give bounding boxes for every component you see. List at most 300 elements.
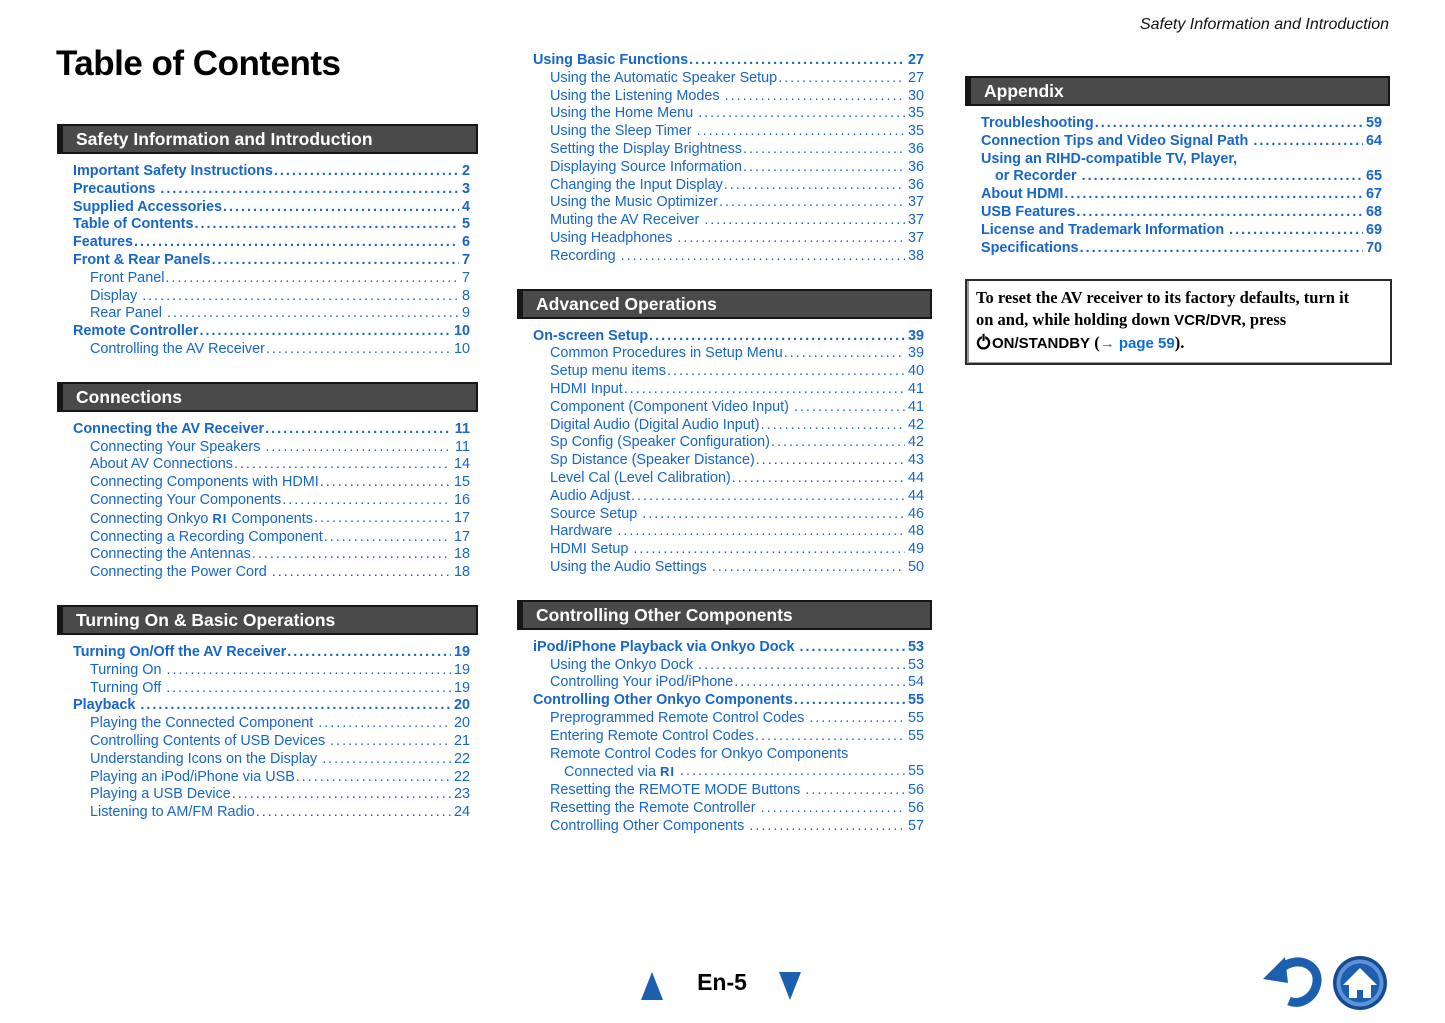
toc-entry-label: Turning On/Off the AV Receiver [73,643,287,660]
toc-entry[interactable] [550,434,924,452]
toc-page-number: 24 [453,804,470,821]
dot-leader [265,439,452,457]
toc-entry[interactable] [550,523,924,541]
dot-leader [677,230,905,248]
toc-entry-label: Front & Rear Panels [73,251,211,268]
toc-entry[interactable] [550,70,924,88]
toc-entry[interactable] [90,492,470,510]
toc-entry-label: Supplied Accessories [73,198,223,215]
dot-leader [272,564,451,582]
toc-page-number: 17 [453,509,470,526]
toc-entry[interactable] [550,194,924,212]
toc-page-number: 10 [453,323,470,340]
toc-page-number: 39 [907,327,924,344]
toc-entry[interactable] [550,800,924,818]
toc-page-number: 19 [453,643,470,660]
toc-entry-label: or Recorder [995,168,1081,185]
toc-page-number: 27 [907,69,924,86]
note-button-name: ON/STANDBY [992,335,1091,352]
dot-leader [621,248,905,266]
dot-leader [809,710,905,728]
toc-entry[interactable] [550,746,924,764]
toc-entry-label: Controlling Your iPod/iPhone [550,674,734,691]
toc-entry-list [517,52,932,266]
toc-entry[interactable] [550,541,924,559]
toc-entry[interactable] [550,470,924,488]
toc-page-number: 39 [907,345,924,362]
ri-logo: RI [212,510,228,526]
toc-entry[interactable] [564,763,924,782]
toc-entry[interactable] [550,177,924,195]
note-text: To reset the AV receiver to its factory defaults, turn it [976,288,1350,307]
toc-entry-label: Common Procedures in Setup Menu [550,345,783,362]
toc-entry[interactable] [550,363,924,381]
toc-entry[interactable] [90,474,470,492]
toc-page-number: 65 [1365,168,1382,185]
dot-leader [234,456,451,474]
toc-page-number: 38 [907,247,924,264]
toc-entry-label: USB Features [981,203,1076,220]
dot-leader [724,177,905,195]
dot-leader [330,733,451,751]
toc-entry-label: Playback [73,697,140,714]
toc-entry[interactable] [533,52,924,70]
reset-note [965,279,1392,365]
dot-leader [778,70,905,88]
dot-leader [689,52,905,70]
toc-entry-list [57,163,478,359]
toc-entry-label: Recording [550,247,620,264]
toc-page-number: 35 [907,123,924,140]
back-arrow-icon[interactable] [1262,952,1324,1015]
note-text: ). [1174,333,1185,352]
dot-leader [142,288,459,306]
toc-entry-label: Playing an iPod/iPhone via USB [90,768,295,785]
toc-entry-label: Using the Onkyo Dock [550,656,698,673]
toc-entry-label: Connected via RI [564,764,675,781]
dot-leader [698,657,905,675]
dot-leader [200,323,451,341]
dot-leader [194,216,459,234]
toc-entry[interactable] [90,786,470,804]
toc-entry-label: License and Trademark Information [981,221,1229,238]
section-header: Advanced Operations [517,289,932,319]
dot-leader [223,199,459,217]
toc-entry-label: Audio Adjust [550,487,631,504]
toc-entry[interactable] [550,248,924,266]
toc-page-number: 19 [453,679,470,696]
dot-leader [680,763,905,782]
toc-page-number: 53 [907,638,924,655]
dot-leader [320,474,451,492]
toc-entry[interactable] [981,222,1382,240]
toc-entry-label: Remote Control Codes for Onkyo Components [550,745,849,762]
dot-leader [697,123,905,141]
toc-column-right [965,76,1390,280]
dot-leader [800,639,905,657]
toc-page-number: 17 [453,528,470,545]
toc-page-number: 37 [907,212,924,229]
toc-entry-label: Listening to AM/FM Radio [90,804,255,821]
toc-page-number: 42 [907,434,924,451]
dot-leader [712,559,905,577]
toc-entry[interactable] [90,564,470,582]
toc-page-number: 20 [453,697,470,714]
dot-leader [743,159,905,177]
dot-leader [1253,133,1363,151]
toc-entry-label: Resetting the Remote Controller [550,799,760,816]
toc-page-number: 59 [1365,115,1382,131]
toc-page-number: 27 [907,52,924,68]
toc-entry[interactable] [550,488,924,506]
dot-leader [771,434,905,452]
dot-leader [252,546,451,564]
toc-entry-label: Controlling Other Components [550,817,749,834]
toc-entry-label: Displaying Source Information [550,158,742,175]
dot-leader [734,674,905,692]
note-text: on and, while holding down [976,310,1175,329]
dot-leader [167,305,459,323]
toc-entry-label: Playing the Connected Component [90,715,318,732]
dot-leader [166,680,451,698]
note-text: ( [1090,333,1100,352]
toc-entry[interactable] [550,381,924,399]
toc-page-number: 2 [461,163,470,179]
toc-page-number: 19 [453,661,470,678]
toc-entry-label: Connecting the Power Cord [90,564,271,581]
toc-entry[interactable] [550,559,924,577]
toc-entry[interactable] [73,199,470,217]
scroll-down-icon[interactable] [779,972,801,1000]
toc-page-number: 55 [907,727,924,744]
toc-entry[interactable] [550,657,924,675]
toc-entry[interactable] [90,751,470,769]
toc-entry[interactable] [73,252,470,270]
toc-page-number: 55 [907,709,924,726]
toc-entry-label: Entering Remote Control Codes [550,727,754,744]
dot-leader [1076,204,1363,222]
home-icon[interactable] [1332,955,1388,1016]
toc-entry[interactable] [73,163,470,181]
toc-entry[interactable] [90,270,470,288]
scroll-up-icon[interactable] [641,972,663,1000]
toc-entry-list [57,421,478,582]
toc-entry[interactable] [90,769,470,787]
dot-leader [755,728,905,746]
toc-entry-label: Connecting Components with HDMI [90,474,319,491]
section-header: Controlling Other Components [517,600,932,630]
toc-page-number: 69 [1365,221,1382,238]
running-header: Safety Information and Introduction [1139,16,1389,33]
dot-leader [1080,240,1363,258]
toc-page-number: 40 [907,363,924,380]
toc-page-number: 36 [907,158,924,175]
toc-entry[interactable] [550,123,924,141]
dot-leader [698,105,905,123]
toc-page-number: 67 [1365,186,1382,203]
toc-entry[interactable] [550,728,924,746]
dot-leader [166,662,451,680]
toc-entry-label: Sp Config (Speaker Configuration) [550,434,770,451]
toc-entry[interactable] [550,212,924,230]
dot-leader [725,88,905,106]
toc-page-number: 15 [453,474,470,491]
dot-leader [314,510,451,529]
toc-entry[interactable] [550,452,924,470]
toc-page-number: 68 [1365,203,1382,220]
toc-page-number: 41 [907,380,924,397]
toc-page-number: 16 [453,491,470,508]
toc-entry-label: Precautions [73,180,160,197]
toc-entry[interactable] [550,710,924,728]
toc-entry[interactable] [550,105,924,123]
dot-leader [761,417,905,435]
toc-entry[interactable] [90,288,470,306]
toc-page-number: 41 [907,398,924,415]
toc-entry[interactable] [90,305,470,323]
toc-entry[interactable] [90,662,470,680]
toc-entry-label: Specifications [981,239,1079,256]
toc-entry[interactable] [550,782,924,800]
dot-leader [617,523,905,541]
toc-entry-label: Playing a USB Device [90,786,231,803]
toc-entry-label: Features [73,234,133,251]
toc-entry-label: Using the Listening Modes [550,87,724,104]
toc-entry[interactable] [73,323,470,341]
toc-entry[interactable] [550,88,924,106]
toc-entry[interactable] [73,644,470,662]
toc-entry[interactable] [90,341,470,359]
note-line [976,309,1382,332]
toc-entry[interactable] [550,141,924,159]
toc-column-middle [517,43,932,858]
toc-entry-label: Connection Tips and Video Signal Path [981,132,1253,149]
toc-page-number: 46 [907,505,924,522]
toc-page-number: 5 [461,216,470,233]
toc-entry-label: On-screen Setup [533,327,649,344]
toc-entry-label: Connecting the Antennas [90,546,251,563]
dot-leader [266,341,451,359]
toc-page-number: 42 [907,416,924,433]
toc-entry[interactable] [90,529,470,547]
dot-leader [1095,115,1363,133]
toc-entry[interactable] [73,181,470,199]
dot-leader [743,141,905,159]
toc-page-number: 56 [907,799,924,816]
toc-entry[interactable] [90,804,470,822]
note-button-name: VCR/DVR [1174,312,1242,329]
toc-entry[interactable] [981,186,1382,204]
toc-entry[interactable] [90,546,470,564]
dot-leader [274,163,459,181]
dot-leader [704,212,905,230]
dot-leader [732,470,905,488]
dot-leader [749,818,905,836]
toc-entry-label: Display [90,287,142,304]
toc-entry[interactable] [550,674,924,692]
dot-leader [805,782,905,800]
toc-page-number: 36 [907,176,924,193]
toc-page-number: 30 [907,87,924,104]
toc-page-number: 57 [907,817,924,834]
toc-entry-label: Using the Automatic Speaker Setup [550,69,778,86]
toc-entry-label: Using the Audio Settings [550,558,711,575]
toc-page-number: 20 [453,715,470,732]
page-number-label: En-5 [697,969,747,995]
toc-entry-label: Setting the Display Brightness [550,140,742,157]
dot-leader [1064,186,1363,204]
toc-entry-label: Remote Controller [73,323,199,340]
toc-entry[interactable] [73,421,470,439]
ri-logo: RI [660,764,675,780]
toc-entry[interactable] [550,399,924,417]
toc-entry-label: Setup menu items [550,363,666,380]
toc-page-number: 23 [453,786,470,803]
toc-page-number: 37 [907,229,924,246]
toc-entry-label: Connecting a Recording Component [90,528,323,545]
dot-leader [631,488,905,506]
toc-page-number: 70 [1365,239,1382,256]
toc-entry[interactable] [550,818,924,836]
toc-page-number: 11 [455,438,470,455]
toc-entry-label: Understanding Icons on the Display [90,750,322,767]
dot-leader [165,270,459,288]
toc-page-number: 44 [907,469,924,486]
toc-entry-label: Front Panel [90,269,165,286]
toc-entry-label: Connecting Your Speakers [90,438,265,455]
dot-leader [265,421,452,439]
toc-entry-label: Connecting Your Components [90,491,282,508]
toc-entry[interactable] [981,240,1382,258]
toc-entry[interactable] [981,151,1382,169]
toc-entry[interactable] [90,733,470,751]
toc-entry-label: Rear Panel [90,305,166,322]
toc-page-number: 54 [907,674,924,691]
section-header: Connections [57,382,478,412]
toc-entry-label: Using Basic Functions [533,52,689,68]
toc-entry-label: Sp Distance (Speaker Distance) [550,452,755,469]
toc-page-number: 18 [453,546,470,563]
toc-page-number: 11 [454,420,470,437]
toc-entry[interactable] [90,510,470,529]
toc-entry[interactable] [550,230,924,248]
toc-entry-label: HDMI Input [550,380,623,397]
toc-page-number: 3 [461,180,470,197]
section-header: Safety Information and Introduction [57,124,478,154]
toc-entry-label: Digital Audio (Digital Audio Input) [550,416,760,433]
toc-entry-label: Level Cal (Level Calibration) [550,469,731,486]
toc-entry-label: Resetting the REMOTE MODE Buttons [550,782,805,799]
section-header: Appendix [965,76,1390,106]
toc-page-number: 36 [907,140,924,157]
toc-page-number: 22 [453,750,470,767]
dot-leader [761,800,905,818]
toc-entry-label: Connecting Onkyo RI Components [90,510,313,527]
toc-page-number: 55 [907,763,924,780]
dot-leader [794,399,905,417]
toc-entry-label: Hardware [550,523,617,540]
dot-leader [1229,222,1363,240]
note-line [976,287,1382,309]
toc-entry[interactable] [73,697,470,715]
toc-entry-label: Using the Music Optimizer [550,194,718,211]
toc-entry-label: Using Headphones [550,229,677,246]
dot-leader [794,692,905,710]
toc-page-number: 21 [453,732,470,749]
toc-entry[interactable] [981,115,1382,133]
toc-page-number: 4 [461,198,470,215]
toc-entry[interactable] [533,692,924,710]
toc-page-number: 10 [453,340,470,357]
toc-page-number: 14 [453,456,470,473]
toc-page-number: 49 [907,541,924,558]
toc-entry[interactable] [533,328,924,346]
toc-entry[interactable] [995,168,1382,186]
toc-entry[interactable] [981,204,1382,222]
dot-leader [1082,168,1363,186]
toc-entry-label: Muting the AV Receiver [550,212,704,229]
dot-leader [296,769,451,787]
toc-page-number: 8 [461,287,470,304]
dot-leader [642,506,905,524]
dot-leader [756,452,905,470]
note-line [976,332,1382,355]
dot-leader [134,234,459,252]
dot-leader [633,541,905,559]
dot-leader [232,786,451,804]
toc-page-number: 53 [907,656,924,673]
toc-entry[interactable] [981,133,1382,151]
toc-entry-label: Turning Off [90,679,166,696]
toc-entry-label: Component (Component Video Input) [550,398,793,415]
page-title: Table of Contents [56,44,341,83]
toc-page-number: 44 [907,487,924,504]
toc-entry-label: About AV Connections [90,456,233,473]
dot-leader [667,363,905,381]
toc-entry[interactable] [73,216,470,234]
note-page-link[interactable]: → page 59 [1099,335,1175,352]
toc-entry-list [965,115,1390,257]
dot-leader [322,751,451,769]
toc-entry-label: Turning On [90,661,166,678]
dot-leader [719,194,905,212]
toc-entry[interactable] [90,456,470,474]
toc-entry[interactable] [90,680,470,698]
toc-page-number: 7 [461,269,470,286]
toc-page-number: 55 [907,692,924,709]
toc-entry[interactable] [550,345,924,363]
toc-entry[interactable] [550,506,924,524]
toc-page-number: 9 [461,305,470,322]
dot-leader [282,492,451,510]
dot-leader [160,181,459,199]
dot-leader [140,697,451,715]
note-text: , press [1241,310,1287,329]
toc-page-number: 64 [1365,132,1382,149]
toc-entry[interactable] [73,234,470,252]
toc-entry[interactable] [533,639,924,657]
toc-entry[interactable] [90,715,470,733]
toc-entry[interactable] [90,439,470,457]
toc-entry[interactable] [550,159,924,177]
toc-entry-label: Using the Home Menu [550,105,698,122]
toc-entry[interactable] [550,417,924,435]
toc-entry-list [57,644,478,822]
toc-entry-label: Source Setup [550,505,642,522]
toc-entry-list [517,639,932,836]
toc-column-left [57,124,478,845]
toc-page-number: 48 [907,523,924,540]
